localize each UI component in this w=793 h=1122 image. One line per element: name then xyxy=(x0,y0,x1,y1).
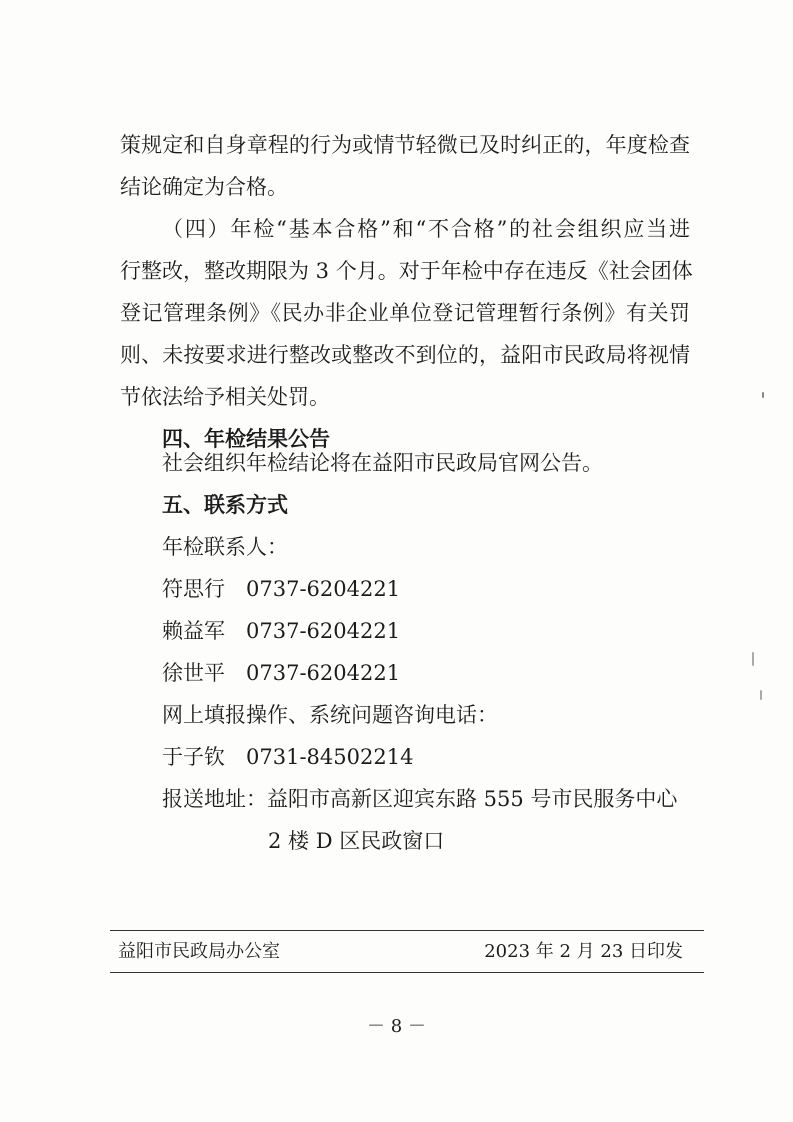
contact-name: 符思行 xyxy=(162,577,225,601)
page-number: － 8 － xyxy=(367,1016,426,1037)
para2-line5: 节依法给予相关处罚。 xyxy=(120,385,330,409)
section5-heading: 五、联系方式 xyxy=(162,493,288,517)
contact-name: 赖益军 xyxy=(162,619,225,643)
contact-phone: 0737-6204221 xyxy=(246,577,401,601)
contact-row xyxy=(162,658,400,688)
para2-line3: 登记管理条例》《民办非企业单位登记管理暂行条例》有关罚 xyxy=(120,301,690,325)
para1-line2: 结论确定为合格。 xyxy=(120,175,288,199)
online-label: 网上填报操作、系统问题咨询电话： xyxy=(162,703,498,727)
para2-line1: （四）年检“基本合格”和“不合格”的社会组织应当进 xyxy=(162,217,690,241)
footer-top-rule xyxy=(110,930,704,931)
online-contact-row xyxy=(162,742,413,772)
scan-speck xyxy=(752,652,754,666)
para1-line1: 策规定和自身章程的行为或情节轻微已及时纠正的，年度检查 xyxy=(120,133,690,157)
scan-speck xyxy=(762,392,764,398)
address-row xyxy=(162,784,677,814)
footer-date: 2023 年 2 月 23 日印发 xyxy=(484,941,683,962)
address-label: 报送地址： xyxy=(162,787,267,811)
scan-speck xyxy=(760,690,762,700)
contact-row xyxy=(162,616,400,646)
para2-line4: 则、未按要求进行整改或整改不到位的，益阳市民政局将视情 xyxy=(120,343,690,367)
footer-bottom-rule xyxy=(110,972,704,973)
address-line2: 2 楼 D 区民政窗口 xyxy=(268,829,445,853)
address-line1: 益阳市高新区迎宾东路 555 号市民服务中心 xyxy=(267,787,678,811)
contact-phone: 0737-6204221 xyxy=(246,619,401,643)
contact-phone: 0737-6204221 xyxy=(246,661,401,685)
contact-name: 于子钦 xyxy=(162,745,225,769)
contact-name: 徐世平 xyxy=(162,661,225,685)
para2-line2: 行整改，整改期限为 3 个月。对于年检中存在违反《社会团体 xyxy=(120,259,693,283)
section4-heading: 四、年检结果公告 xyxy=(162,427,330,451)
footer-issuer: 益阳市民政局办公室 xyxy=(118,941,280,962)
contact-row xyxy=(162,574,400,604)
contacts-label: 年检联系人： xyxy=(162,535,288,559)
section4-text: 社会组织年检结论将在益阳市民政局官网公告。 xyxy=(162,451,603,475)
contact-phone: 0731-84502214 xyxy=(246,745,414,769)
